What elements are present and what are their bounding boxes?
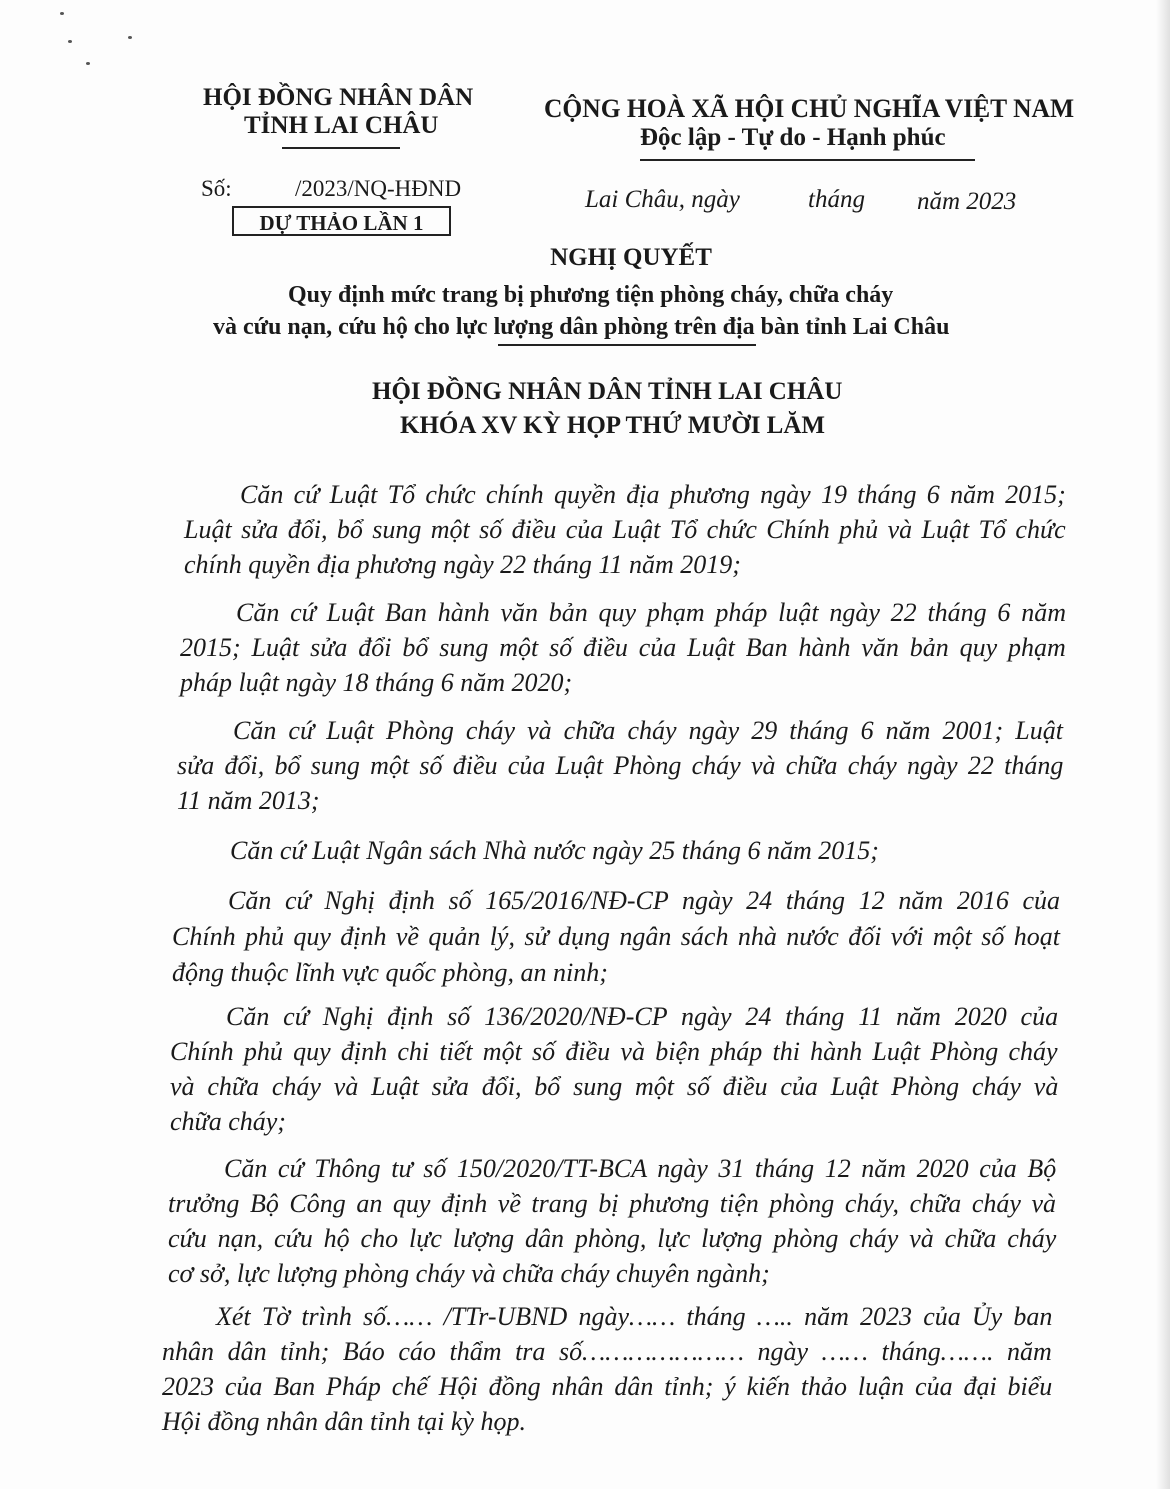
scan-speck	[128, 36, 132, 39]
body-line: 11 năm 2013;	[177, 786, 320, 815]
document-title-line1: Quy định mức trang bị phương tiện phòng cháy, chữa cháy	[288, 282, 894, 308]
body-line: Hội đồng nhân dân tỉnh tại kỳ họp.	[162, 1407, 526, 1436]
body-line: pháp luật ngày 18 tháng 6 năm 2020;	[180, 668, 573, 697]
draft-badge: DỰ THẢO LẦN 1	[232, 206, 451, 236]
body-line: Căn cứ Luật Ngân sách Nhà nước ngày 25 tháng 6 năm 2015;	[230, 836, 879, 865]
national-motto: Độc lập - Tự do - Hạnh phúc	[640, 124, 946, 151]
body-line: Xét Tờ trình số…… /TTr-UBND ngày…… tháng ….. năm 2023 của Ủy ban	[216, 1302, 1053, 1331]
agency-name-line1: HỘI ĐỒNG NHÂN DÂN	[203, 84, 474, 111]
document-type: NGHỊ QUYẾT	[550, 244, 712, 271]
body-line: và chữa cháy và Luật sửa đổi, bổ sung một số điều của Luật Phòng cháy và	[170, 1072, 1059, 1101]
body-line: Luật sửa đổi, bổ sung một số điều của Luật Tổ chức Chính phủ và Luật Tổ chức	[184, 515, 1066, 544]
body-line: Căn cứ Thông tư số 150/2020/TT-BCA ngày 31 tháng 12 năm 2020 của Bộ	[224, 1154, 1057, 1183]
agency-name-line2: TỈNH LAI CHÂU	[244, 112, 439, 139]
body-line: Căn cứ Luật Phòng cháy và chữa cháy ngày 29 tháng 6 năm 2001; Luật	[233, 716, 1063, 745]
body-line: Chính phủ quy định về quản lý, sử dụng ngân sách nhà nước đối với một số hoạt	[172, 922, 1060, 951]
body-line: sửa đổi, bổ sung một số điều của Luật Phòng cháy và chữa cháy ngày 22 tháng	[177, 751, 1064, 780]
page-edge-shadow	[1156, 0, 1170, 1489]
agency-underline	[282, 147, 400, 149]
body-line: cứu nạn, cứu hộ cho lực lượng dân phòng, lực lượng phòng cháy và chữa cháy	[168, 1224, 1057, 1253]
national-title: CỘNG HOÀ XÃ HỘI CHỦ NGHĨA VIỆT NAM	[544, 94, 1075, 123]
motto-underline	[640, 159, 975, 161]
body-line: nhân dân tỉnh; Báo cáo thẩm tra số………………… ngày …… tháng……. năm	[162, 1337, 1052, 1366]
council-name: HỘI ĐỒNG NHÂN DÂN TỈNH LAI CHÂU	[372, 378, 843, 405]
body-line: Căn cứ Nghị định số 165/2016/NĐ-CP ngày 24 tháng 12 năm 2016 của	[228, 886, 1061, 915]
body-line: 2015; Luật sửa đổi bổ sung một số điều của Luật Ban hành văn bản quy phạm	[180, 633, 1066, 662]
scan-speck	[68, 40, 72, 43]
doc-number-value: /2023/NQ-HĐND	[295, 176, 462, 201]
doc-number-label: Số:	[201, 176, 232, 201]
body-line: chữa cháy;	[170, 1107, 286, 1136]
body-line: động thuộc lĩnh vực quốc phòng, an ninh;	[172, 958, 608, 987]
date-year: năm 2023	[917, 188, 1017, 215]
scan-speck	[60, 12, 64, 15]
date-month: tháng	[808, 186, 865, 213]
body-line: Căn cứ Luật Ban hành văn bản quy phạm pháp luật ngày 22 tháng 6 năm	[236, 598, 1066, 627]
body-line: Căn cứ Nghị định số 136/2020/NĐ-CP ngày 24 tháng 11 năm 2020 của	[226, 1002, 1059, 1031]
place-date: Lai Châu, ngày	[585, 186, 740, 213]
body-line: Chính phủ quy định chi tiết một số điều và biện pháp thi hành Luật Phòng cháy	[170, 1037, 1058, 1066]
title-underline	[498, 344, 756, 346]
body-line: trưởng Bộ Công an quy định về trang bị phương tiện phòng cháy, chữa cháy và	[168, 1189, 1057, 1218]
council-session: KHÓA XV KỲ HỌP THỨ MƯỜI LĂM	[400, 412, 826, 439]
body-line: cơ sở, lực lượng phòng cháy và chữa cháy chuyên ngành;	[168, 1259, 770, 1288]
body-line: Căn cứ Luật Tổ chức chính quyền địa phương ngày 19 tháng 6 năm 2015;	[240, 480, 1066, 509]
body-line: 2023 của Ban Pháp chế Hội đồng nhân dân tỉnh; ý kiến thảo luận của đại biểu	[162, 1372, 1053, 1401]
document-title-line2: và cứu nạn, cứu hộ cho lực lượng dân phòng trên địa bàn tỉnh Lai Châu	[213, 314, 950, 340]
scan-speck	[86, 62, 90, 65]
body-line: chính quyền địa phương ngày 22 tháng 11 năm 2019;	[184, 550, 741, 579]
